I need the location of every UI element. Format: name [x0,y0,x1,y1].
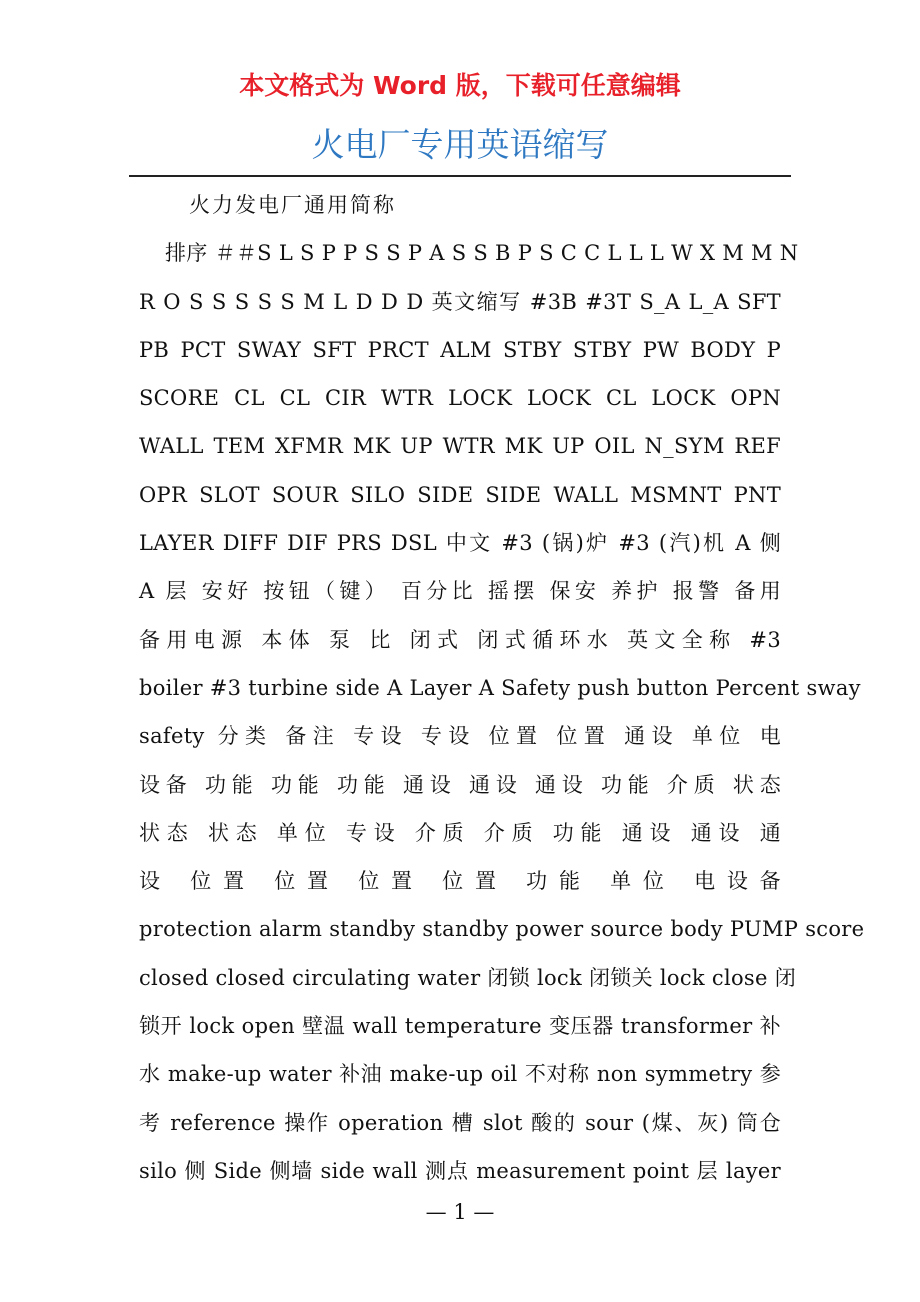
body-line: 考 reference 操作 operation 槽 slot 酸的 sour (煤、灰) 筒仓 [139,1110,781,1135]
body-line: boiler #3 turbine side A Layer A Safety push button Percent sway [139,675,861,700]
body-line: LAYER DIFF DIF PRS DSL 中文 #3 (锅)炉 #3 (汽)机 A 侧 [139,531,781,556]
body-line: 备用电源 本体 泵 比 闭式 闭式循环水 英文全称 #3 [139,627,781,652]
body-line: 水 make-up water 补油 make-up oil 不对称 non symmetry 参 [139,1062,781,1087]
document-body [139,181,865,1195]
body-line: A 层 安好 按钮（键） 百分比 摇摆 保安 养护 报警 备用 [139,579,781,604]
document-title: 火电厂专用英语缩写 [311,125,609,164]
body-line: 设 位置 位置 位置 位置 功能 单位 电设备 [139,869,781,894]
format-notice: 本文格式为 Word 版，下载可任意编辑 [239,71,681,100]
body-line: 设备 功能 功能 功能 通设 通设 通设 功能 介质 状态 [139,772,781,797]
body-line: protection alarm standby standby power source body PUMP score [139,917,865,942]
title-divider [129,175,791,177]
body-line: silo 侧 Side 侧墙 side wall 测点 measurement point 层 layer [139,1158,781,1183]
body-line: OPR SLOT SOUR SILO SIDE SIDE WALL MSMNT PNT [139,482,781,507]
body-line: 火力发电厂通用简称 [189,193,396,217]
page-number: — 1 — [425,1200,495,1224]
body-line: WALL TEM XFMR MK UP WTR MK UP OIL N_SYM REF [139,434,781,459]
body-line: safety 分类 备注 专设 专设 位置 位置 通设 单位 电 [139,724,781,749]
body-line: R O S S S S S M L D D D 英文缩写 #3B #3T S_A L_A SFT [139,289,781,314]
body-line: 状态 状态 单位 专设 介质 介质 功能 通设 通设 通 [139,820,781,845]
body-line: 排序 ＃＃S L S P P S S P A S S B P S C C L L L W X M M N [165,241,799,266]
body-line: closed closed circulating water 闭锁 lock 闭锁关 lock close 闭 [139,965,796,990]
body-line: SCORE CL CL CIR WTR LOCK LOCK CL LOCK OPN [139,386,781,411]
body-line: PB PCT SWAY SFT PRCT ALM STBY STBY PW BODY P [139,337,781,362]
body-line: 锁开 lock open 壁温 wall temperature 变压器 transformer 补 [139,1014,781,1039]
